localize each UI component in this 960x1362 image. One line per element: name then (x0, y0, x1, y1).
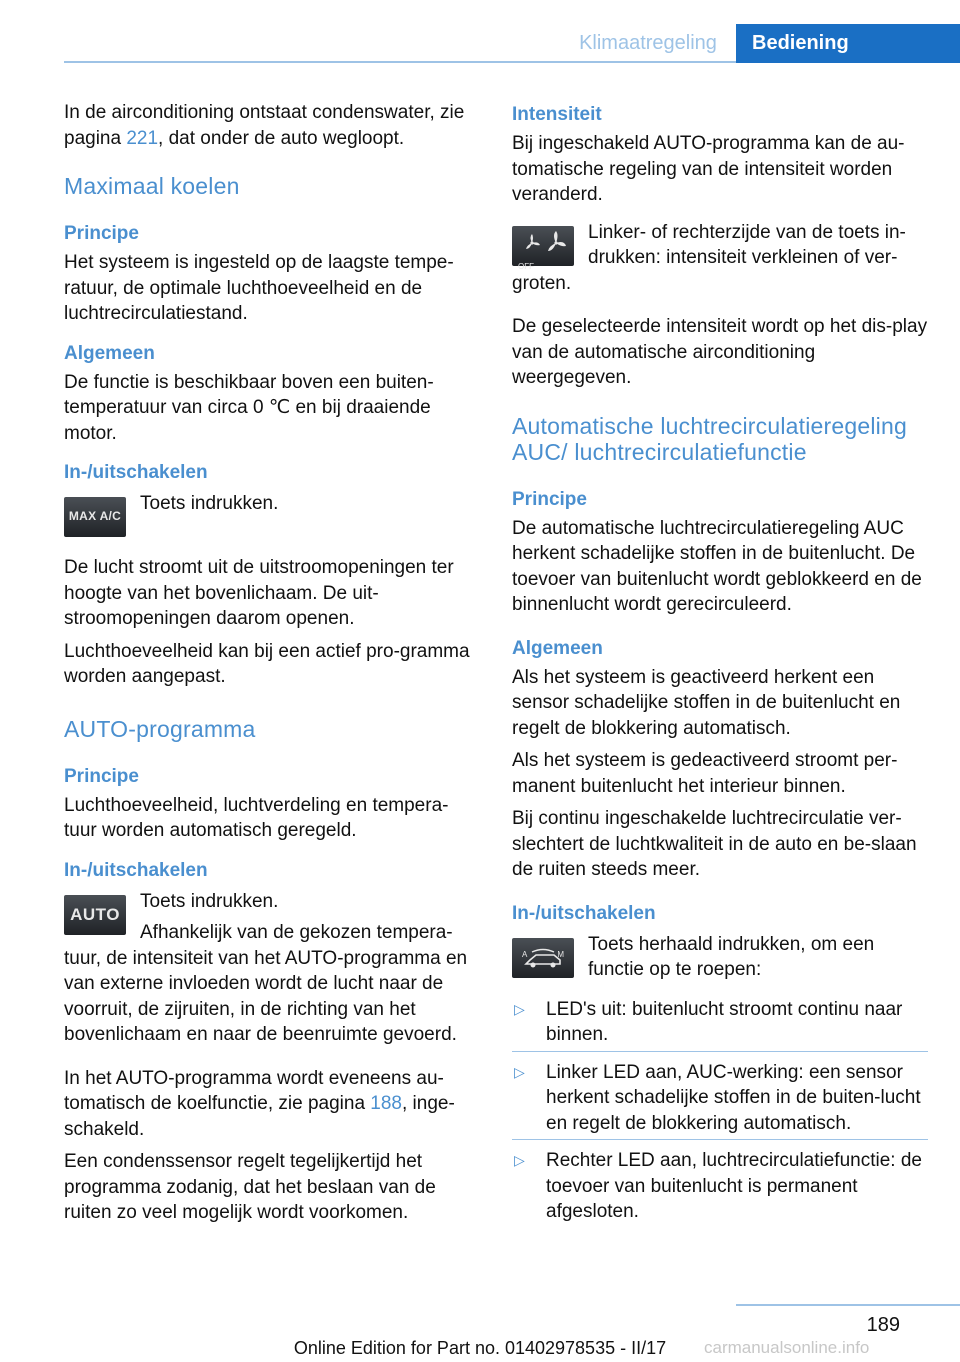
section-tab: Klimaatregeling (579, 32, 717, 54)
paragraph-intensiteit: Bij ingeschakeld AUTO-programma kan de au-tomatische regeling van de intensiteit worden veranderd. (512, 133, 905, 205)
max-ac-button-icon: MAX A/C (64, 497, 126, 537)
heading-algemeen: Algemeen (512, 637, 603, 659)
chapter-tab: Bediening (736, 24, 960, 63)
edition-footer: Online Edition for Part no. 01402978535 - II/17 (293, 1338, 667, 1358)
list-item: ▷ Linker LED aan, AUC-werking: een sensor herkent schadelijke stoffen in de buiten-lucht en regelt de blokkering automatisch. (512, 1060, 928, 1137)
auc-label-a: A (522, 949, 528, 959)
fan-instruction (512, 220, 928, 271)
heading-in-uitschakelen: In-/uitschakelen (64, 462, 208, 483)
heading-principe: Principe (64, 223, 139, 244)
intro-paragraph: In de airconditioning ontstaat condenswater, zie pagina 221, dat onder de auto wegloopt. (64, 102, 465, 149)
heading-auto-programma: AUTO-programma (64, 715, 256, 742)
auto-instruction (64, 889, 480, 946)
heading-principe: Principe (512, 488, 587, 510)
list-item: ▷ LED's uit: buitenlucht stroomt continu naar binnen. (512, 997, 928, 1048)
page-link-221[interactable]: 221 (126, 127, 159, 149)
auto-button-icon: AUTO (64, 895, 126, 935)
paragraph-principe: Het systeem is ingesteld op de laagste tempe-ratuur, de optimale luchthoeveelheid en de luchtrecirculatiestand. (64, 252, 454, 324)
paragraph-afhankelijk: tuur, de intensiteit van het AUTO-programma en van externe invloeden wordt de lucht naar de voorruit, de zijruiten, in de richting van het bovenlichaam en naar de beenruimte gevoerd. (64, 947, 468, 1045)
paragraph-algemeen-2: Als het systeem is gedeactiveerd stroomt per-manent buitenlucht het interieur binnen. (512, 750, 898, 797)
paragraph-algemeen: De functie is beschikbaar boven een buiten-temperatuur van circa 0 ℃ en bij draaiende motor. (64, 371, 434, 444)
footer-rule (736, 1304, 960, 1306)
off-label: OFF (518, 261, 534, 271)
heading-principe: Principe (64, 765, 139, 787)
heading-algemeen: Algemeen (64, 342, 155, 364)
page-number: 189 (866, 1314, 900, 1336)
paragraph-display: De geselecteerde intensiteit wordt op het dis-play van de automatische airconditioning weergegeven. (512, 316, 928, 388)
paragraph-condenssensor: Een condenssensor regelt tegelijkertijd het programma zodanig, dat het beslaan van de ruiten zo veel mogelijk wordt voorkomen. (64, 1151, 436, 1223)
heading-maximaal-koelen: Maximaal koelen (64, 173, 240, 199)
heading-auc: Automatische luchtrecirculatieregeling AUC/ luchtrecirculatiefunctie (512, 412, 907, 465)
heading-intensiteit: Intensiteit (512, 104, 602, 125)
watermark: carmanualsonline.info (704, 1338, 870, 1357)
heading-in-uitschakelen: In-/uitschakelen (64, 859, 208, 881)
paragraph-linker-rechter-start: Linker- of rechterzijde van de toets in-drukken: intensiteit verkleinen of ver- (588, 221, 906, 268)
paragraph-lucht-stroomt: De lucht stroomt uit de uitstroomopeningen ter hoogte van het bovenlichaam. De uit-stroomopeningen daarom openen. (64, 557, 454, 629)
paragraph-algemeen-1: Als het systeem is geactiveerd herkent een sensor schadelijke stoffen in de buitenlucht en regelt de blokkering automatisch. (512, 666, 901, 739)
function-list (512, 997, 928, 1225)
instruction-text: Toets herhaald indrukken, om een functie op te roepen: (588, 933, 875, 980)
paragraph-luchthoeveelheid: Luchthoeveelheid kan bij een actief pro-gramma worden aangepast. (64, 640, 470, 687)
page-link-188[interactable]: 188 (370, 1093, 402, 1114)
auc-label-m: M (557, 949, 564, 959)
heading-in-uitschakelen: In-/uitschakelen (512, 902, 656, 924)
auc-instruction (512, 932, 928, 983)
left-column (64, 100, 480, 1233)
paragraph-linker-rechter: groten. (512, 272, 572, 294)
paragraph-algemeen-3: Bij continu ingeschakelde luchtrecirculatie ver-slechtert de luchtkwaliteit in de auto en be-slaan de ruiten steeds meer. (512, 808, 917, 880)
maxac-instruction (64, 491, 480, 537)
paragraph-koelfunctie: In het AUTO-programma wordt eveneens au-tomatisch de koelfunctie, zie pagina 188, inge-schakeld. (64, 1067, 455, 1140)
paragraph-principe-auto: Luchthoeveelheid, luchtverdeling en tempera-tuur worden automatisch geregeld. (64, 794, 449, 841)
triangle-bullet-icon: ▷ (514, 1063, 525, 1080)
list-item: ▷ Rechter LED aan, luchtrecirculatiefunctie: de toevoer van buitenlucht is permanent afgesloten. (514, 1150, 922, 1222)
fan-intensity-button-icon (512, 226, 574, 271)
triangle-bullet-icon: ▷ (514, 1152, 525, 1168)
auc-button-icon (512, 938, 574, 978)
triangle-bullet-icon: ▷ (514, 1000, 525, 1017)
right-column (512, 100, 928, 1232)
paragraph-afhankelijk-start: Afhankelijk van de gekozen tempera- (140, 922, 453, 943)
instruction-text: Toets indrukken. (140, 493, 279, 514)
instruction-text: Toets indrukken. (140, 890, 279, 912)
paragraph-principe-auc: De automatische luchtrecirculatieregeling AUC herkent schadelijke stoffen in de buitenlucht. De toevoer van buitenlucht wordt geblokkeerd en de binnenlucht wordt gerecirculeerd. (512, 517, 922, 615)
